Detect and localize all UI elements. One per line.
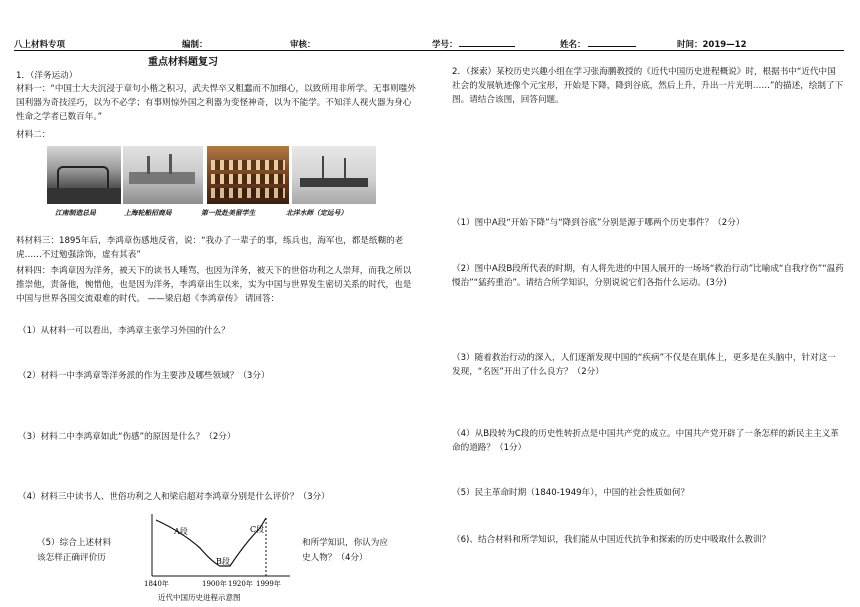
chart-segment-c: C段	[250, 525, 265, 534]
right-question-5: （5）民主革命时期（1840-1949年），中国的社会性质如何？	[452, 488, 690, 498]
photo-dingyuan	[292, 146, 376, 204]
caption-2: 上海轮船招商局	[124, 209, 172, 217]
course-label: 八上材料专项	[14, 40, 66, 50]
material-1-label: 材料一：	[16, 84, 51, 94]
right-question-3: （3）随着救治行动的深入，人们逐渐发现中国的“疾病”不仅是在肌体上，更多是在头脑中，针对这一发现，“名医”开出了什么良方？（2分）	[452, 353, 836, 377]
material-3-text: 1895年后，李鸿章伤感地反省，说：“我办了一辈子的事，练兵也，海军也，都是纸糊的老虎……不过勉强涂饰，虚有其表”	[16, 236, 404, 260]
material-3-label: 料材料三：	[16, 236, 59, 246]
name-label: 姓名：	[560, 40, 586, 50]
right-question-6: （6)、结合材料和所学知识，我们能从中国近代抗争和探索的历史中吸取什么教训？	[452, 535, 771, 545]
photo-jiangnan-arsenal	[47, 146, 121, 204]
photo-shipping-bureau	[123, 146, 203, 204]
chart-tick-1900: 1900年	[202, 580, 227, 588]
right-question-2: （2）图中A段B段所代表的时期，有人将先进的中国人展开的一场场“救治行动”比喻成“自我疗伤”“温药慢治”“猛药重治”。请结合所学知识，分别说说它们各指什么运动。(3分)	[452, 264, 844, 288]
photo-students	[207, 146, 289, 204]
material-1-text: “中国士大夫沉浸于章句小楷之积习，武夫悍卒又粗蠢而不加细心，以致所用非所学。无事则嗤外国利器为奇技淫巧，以为不必学；有事则惊外国之利器为变怪神奇，以为不能学。不知洋人视火器为身心性命之学者已数百年。”	[16, 84, 416, 122]
left-question-5b: 该怎样正确评价历	[37, 553, 106, 563]
caption-1: 江南制造总局	[55, 209, 96, 217]
left-question-2: （2）材料一中李鸿章等洋务派的作为主要涉及哪些领域？（3分）	[18, 371, 270, 381]
history-chart	[138, 508, 296, 604]
student-id-label: 学号：	[432, 40, 458, 50]
name-blank[interactable]	[588, 46, 636, 47]
left-question-3: （3）材料二中李鸿章如此“伤感”的原因是什么？（2分）	[18, 432, 236, 442]
student-id-blank[interactable]	[459, 46, 515, 47]
editor-label: 编制：	[182, 40, 208, 50]
chart-title: 近代中国历史进程示意图	[158, 593, 241, 602]
chart-segment-a: A段	[174, 527, 188, 536]
material-1	[16, 82, 416, 124]
caption-3: 第一批赴美留学生	[201, 209, 256, 217]
chart-segment-b: B段	[216, 557, 230, 566]
left-question-5d: 史人物？（4分）	[302, 553, 368, 563]
material-2-label: 材料二：	[16, 130, 51, 140]
material-3	[16, 234, 416, 262]
caption-4: 北洋水师（定远号）	[286, 209, 348, 217]
material-4	[16, 264, 416, 306]
date-label: 时间：2019—12	[677, 40, 747, 50]
right-question-4: （4）从B段转为C段的历史性转折点是中国共产党的成立。中国共产党开辟了一条怎样的新民主主义革命的道路？（1分）	[452, 429, 839, 453]
reviewer-label: 审核：	[290, 40, 316, 50]
left-question-1: （1）从材料一可以看出，李鸿章主张学习外国的什么？	[18, 326, 230, 336]
left-question-5a: （5）综合上述材料	[37, 538, 112, 548]
left-question-4: （4）材料三中读书人、世俗功利之人和梁启超对李鸿章分别是什么评价？（3分）	[18, 492, 330, 502]
header-rule	[14, 50, 844, 51]
chart-tick-1999: 1999年	[256, 580, 281, 588]
chart-tick-1840: 1840年	[144, 580, 169, 588]
page-title: 重点材料题复习	[148, 57, 218, 68]
right-intro: 2．（探索）某校历史兴趣小组在学习张海鹏教授的《近代中国历史进程概说》时，根据书中“近代中国社会的发展轨迹像个元宝形，开始是下降，降到谷底，然后上升，升出一片光明……”的描述，绘制了下图。请结合该图，回答问题。	[452, 67, 844, 105]
chart-tick-1920: 1920年	[228, 580, 253, 588]
material-4-label: 材料四：	[16, 266, 51, 276]
section1-title: 1．（洋务运动）	[16, 71, 78, 81]
right-question-1: （1）图中A段“开始下降”与“降到谷底”分别是源于哪两个历史事件？（2分）	[452, 218, 745, 228]
material-4-text: 李鸿章因为洋务，被天下的读书人唾骂，也因为洋务，被天下的世俗功利之人崇拜，而我之所以推崇他，责备他，惋惜他，也是因为洋务，李鸿章出生以来，实为中国与世界发生密切关系的时代，也是中国与世界各国交流艰难的时代。 ——梁启超《李鸿章传》 请回答：	[16, 266, 412, 304]
left-question-5c: 和所学知识，你认为应	[302, 538, 388, 548]
